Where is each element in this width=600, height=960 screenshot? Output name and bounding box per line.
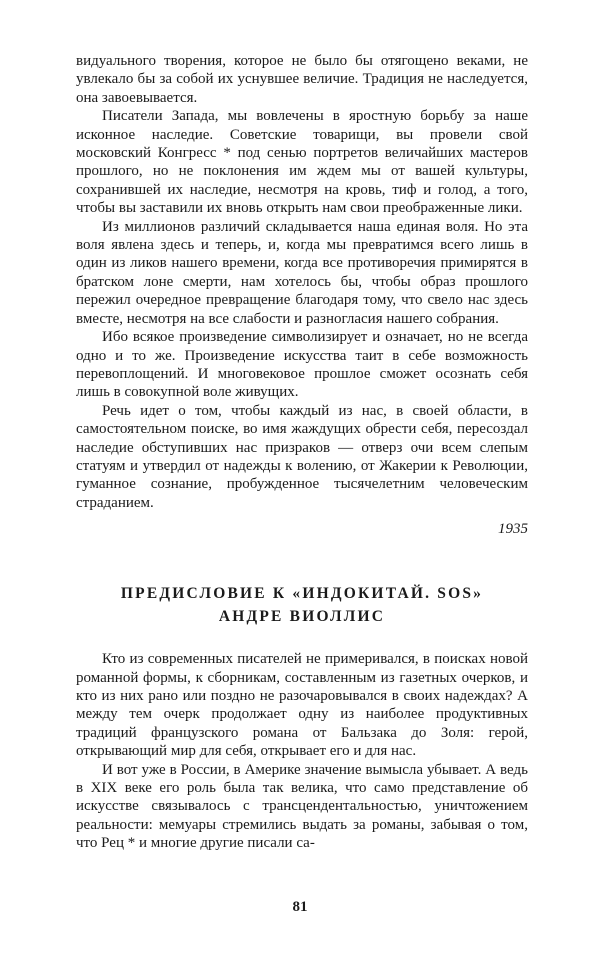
paragraph: Из миллионов различий складывается наша единая воля. Но эта воля явлена здесь и теперь, и, когда мы превратимся всего лишь в один из ликов нашего времени, когда все противоречия примирятся в братском лоне смерти, нам хотелось бы, чтобы образ прошлого пережил очередное превращение благодаря тому, что свело нас здесь вместе, несмотря на все слабости и разногласия нашего собрания. <box>76 218 528 327</box>
page-body <box>76 52 528 853</box>
paragraph: видуального творения, которое не было бы отягощено веками, не увлекало бы за собой их уснувшее величие. Традиция не наследуется, она завоевывается. <box>76 53 528 106</box>
paragraph: Кто из современных писателей не примеривался, в поисках новой романной формы, к сборникам, составленным из газетных очерков, и кто из них рано или поздно не разочаровывался в своих надеждах? А между тем очерк продолжает одну из наиболее продуктивных традиций французского романа от Бальзака до Золя: герой, открывающий мир для себя, открывает его и для нас. <box>76 651 528 760</box>
page-number: 81 <box>292 899 308 915</box>
paragraph: Ибо всякое произведение символизирует и означает, но не всегда одно и то же. Произведение искусства таит в себе возможность перевоплощений. И многовековое прошлое сможет осознать себя лишь в совокупной воле живущих. <box>76 329 528 401</box>
heading-title: ПРЕДИСЛОВИЕ К «ИНДОКИТАЙ. SOS» <box>120 585 484 603</box>
preface-section <box>76 650 528 852</box>
essay-section <box>76 52 528 538</box>
paragraph: И вот уже в России, в Америке значение вымысла убывает. А ведь в XIX веке его роль была так велика, что само представление об искусстве связывалось с трансцендентальностью, уничтожением реальности: мемуары стремились выдать за романы, забывая о том, что Рец * и многие другие писали са- <box>76 761 528 852</box>
paragraph: Писатели Запада, мы вовлечены в яростную борьбу за наше исконное наследие. Советские товарищи, вы провели свой московский Конгресс * под сенью портретов величайших мастеров прошлого, но не поклонения им ждем мы от вашей культуры, сохранившей их наследие, несмотря на кровь, тиф и голод, а того, чтобы вы заставили их вновь открыть нам свои преображенные лики. <box>76 108 528 217</box>
essay-date: 1935 <box>498 521 528 538</box>
paragraph: Речь идет о том, чтобы каждый из нас, в своей области, в самостоятельном поиске, во имя жаждущих обрести себя, пересоздал наследие обступивших нас призраков — отверз очи всем слепым статуям и утвердил от надежды к волению, от Жакерии к Революции, гуманное сознание, пробужденное тысячелетним человеческим страданием. <box>76 402 528 511</box>
heading-author: АНДРЕ ВИОЛЛИС <box>218 608 386 626</box>
section-heading <box>76 582 528 628</box>
